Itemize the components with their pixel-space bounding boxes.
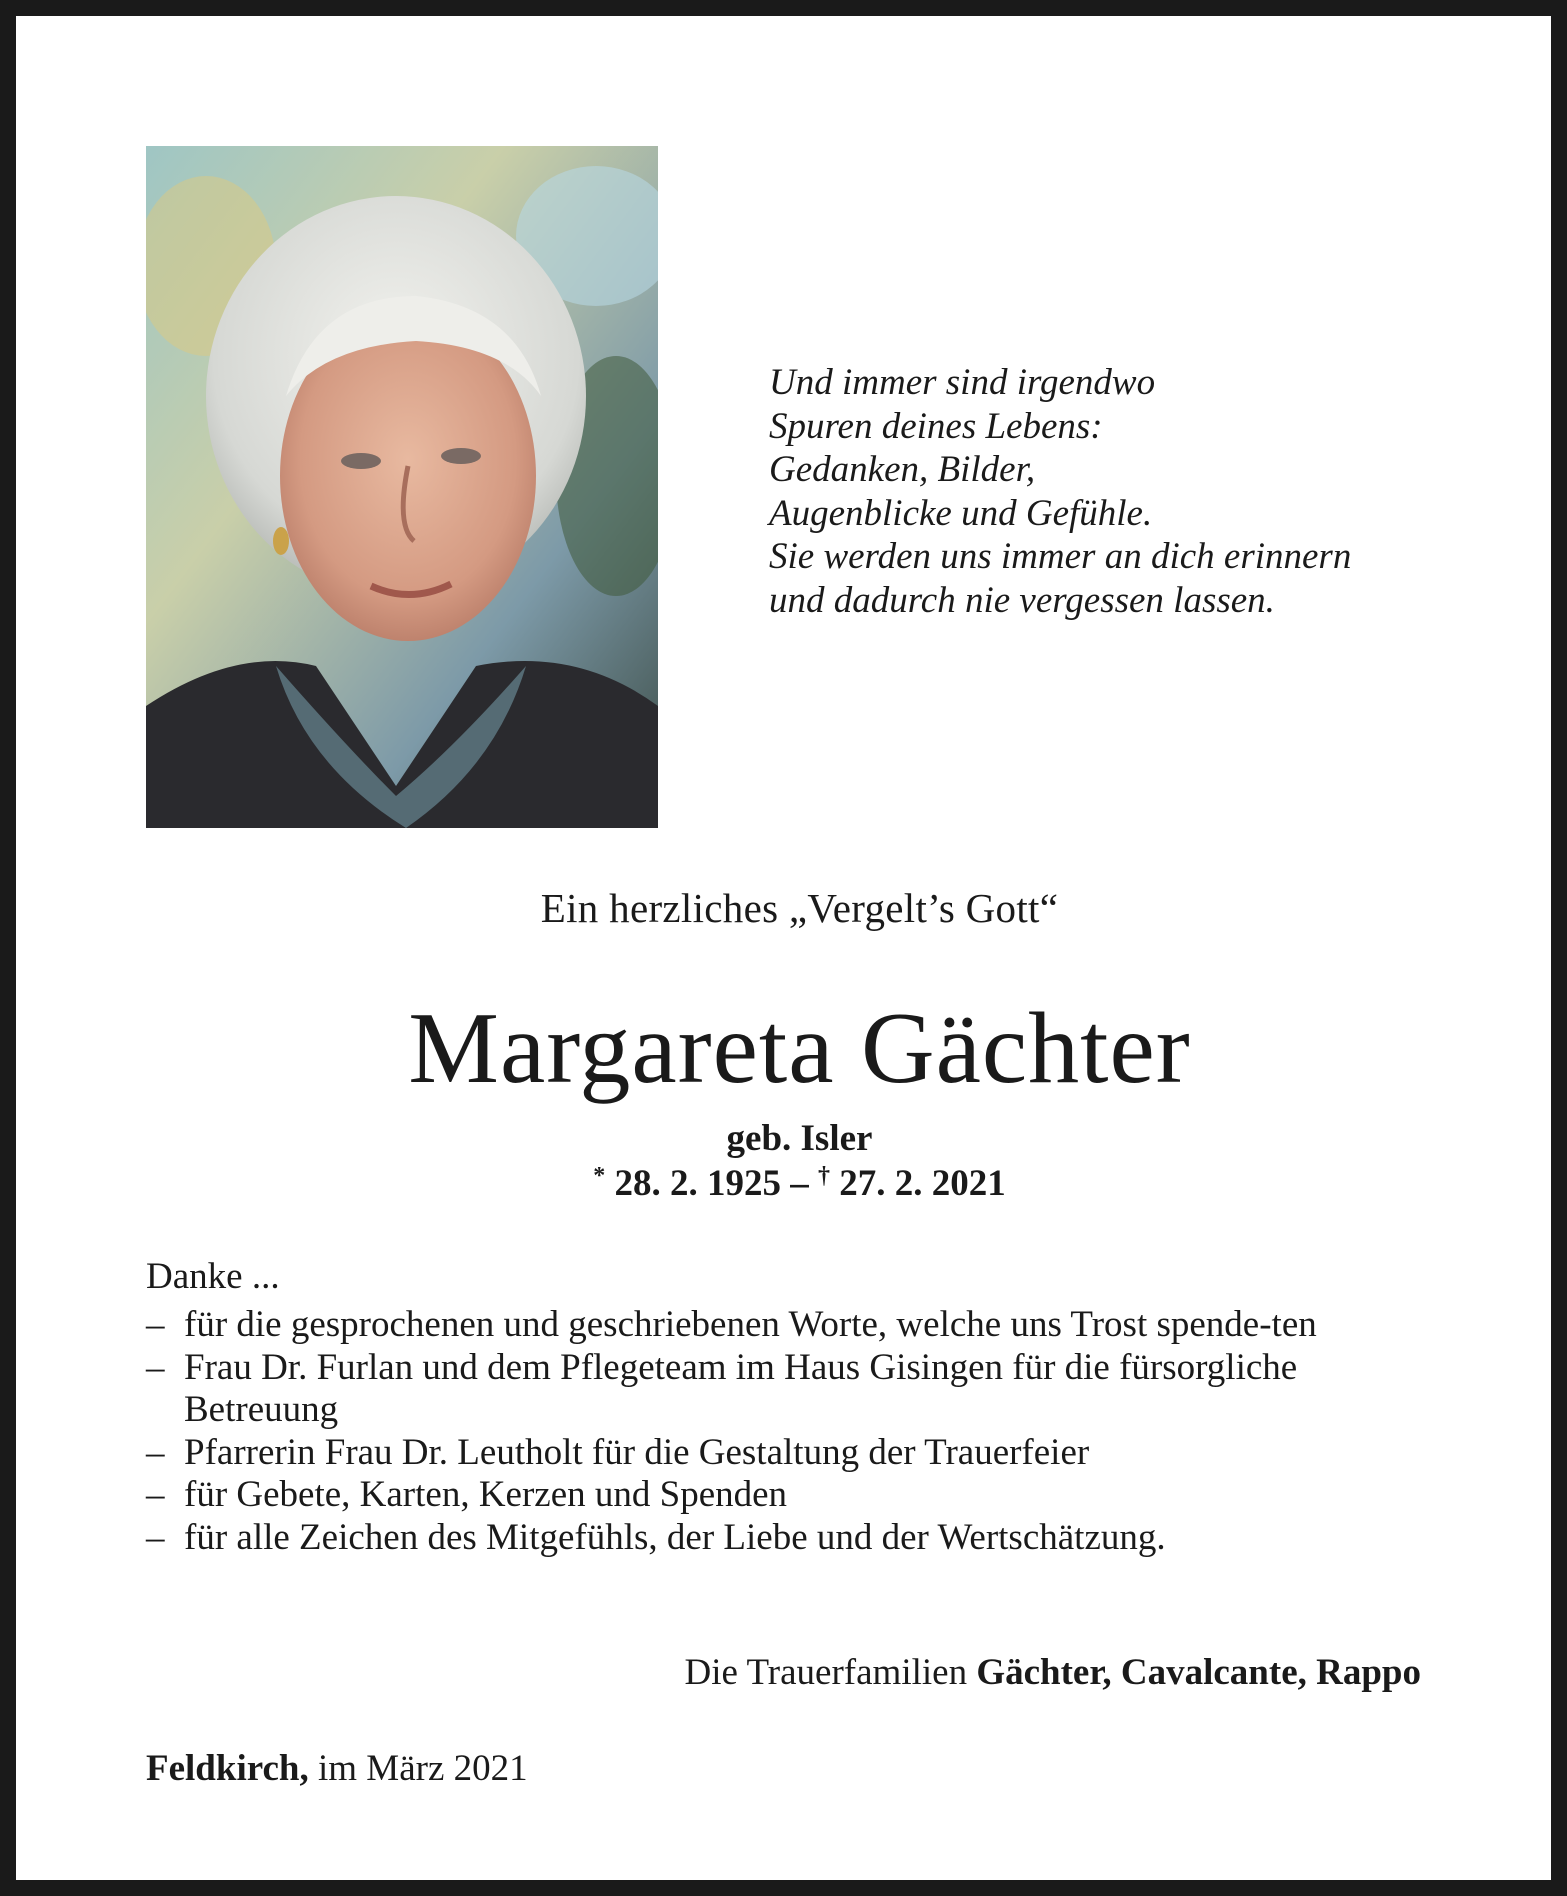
place-city: Feldkirch, [146, 1748, 309, 1789]
list-item-text: Pfarrerin Frau Dr. Leutholt für die Gestaltung der Trauerfeier [184, 1431, 1090, 1473]
place-date [146, 1747, 528, 1790]
portrait-image [146, 146, 658, 828]
list-item [146, 1432, 1456, 1475]
poem-line: Und immer sind irgendwo [769, 362, 1156, 403]
poem-line: und dadurch nie vergessen lassen. [769, 579, 1275, 621]
date-separator: – [790, 1163, 809, 1204]
poem-line: Spuren deines Lebens: [769, 405, 1103, 447]
family-signature [685, 1651, 1422, 1694]
list-item-text: Frau Dr. Furlan und dem Pflegeteam im Haus Gisingen für die fürsorgliche Betreuung [184, 1346, 1298, 1430]
birth-name: geb. Isler [726, 1118, 873, 1159]
deceased-name: Margareta Gächter [408, 992, 1191, 1105]
death-symbol: † [818, 1163, 830, 1189]
thanks-list [146, 1304, 1456, 1559]
poem-line: Gedanken, Bilder, [769, 449, 1036, 490]
poem-line: Sie werden uns immer an dich erinnern [769, 536, 1352, 577]
list-item [146, 1474, 1456, 1517]
list-item [146, 1304, 1456, 1347]
signature-prefix: Die Trauerfamilien [684, 1652, 968, 1693]
birth-symbol: * [593, 1163, 606, 1189]
dash-bullet: – [146, 1516, 165, 1558]
birth-date: 28. 2. 1925 [614, 1163, 781, 1204]
dash-bullet: – [146, 1304, 165, 1345]
life-dates [16, 1162, 1567, 1205]
place-date-text: im März 2021 [318, 1748, 528, 1789]
dash-bullet: – [146, 1346, 165, 1388]
thanks-intro: Danke ... [146, 1256, 280, 1297]
dash-bullet: – [146, 1431, 165, 1473]
list-item [146, 1517, 1456, 1560]
memorial-poem [769, 361, 1351, 622]
thanks-heading: Ein herzliches „Vergelt’s Gott“ [540, 885, 1059, 931]
list-item-text: für Gebete, Karten, Kerzen und Spenden [184, 1474, 788, 1515]
poem-line: Augenblicke und Gefühle. [769, 492, 1153, 534]
list-item [146, 1347, 1456, 1432]
portrait-photo [146, 146, 658, 828]
death-date: 27. 2. 2021 [839, 1163, 1006, 1204]
list-item-text: für alle Zeichen des Mitgefühls, der Liebe und der Wertschätzung. [184, 1516, 1166, 1558]
family-names: Gächter, Cavalcante, Rappo [976, 1652, 1421, 1693]
dash-bullet: – [146, 1474, 165, 1515]
list-item-text: für die gesprochenen und geschriebenen Worte, welche uns Trost spende-ten [184, 1304, 1317, 1345]
